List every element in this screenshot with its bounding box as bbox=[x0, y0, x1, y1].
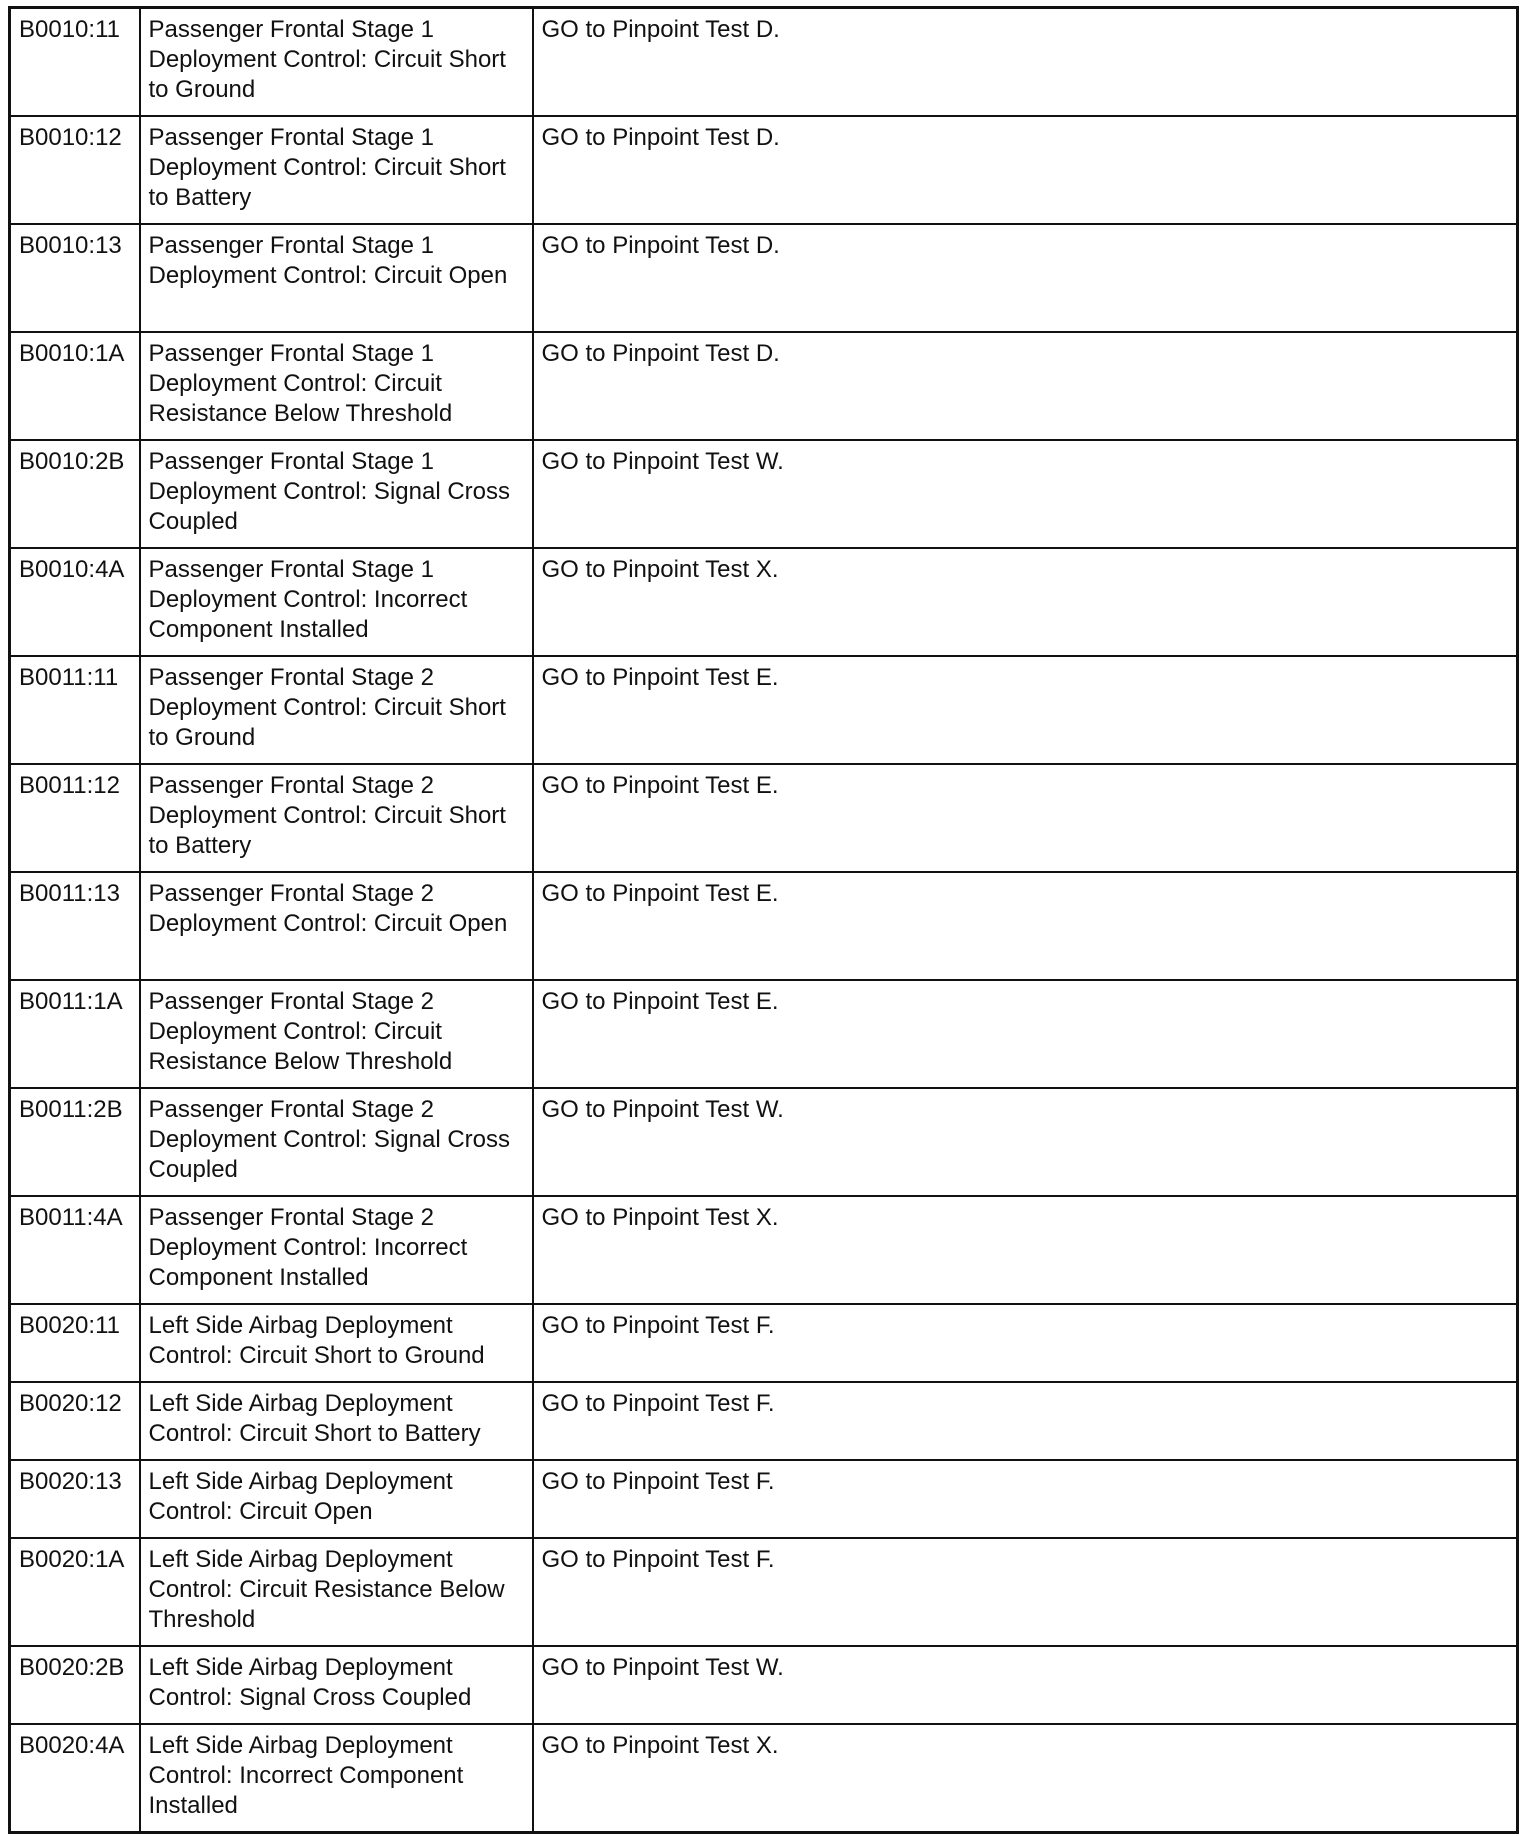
dtc-description: Left Side Airbag Deployment Control: Incorrect Component Installed bbox=[140, 1724, 533, 1833]
dtc-action: GO to Pinpoint Test E. bbox=[533, 656, 1518, 764]
dtc-description: Passenger Frontal Stage 1 Deployment Control: Circuit Short to Ground bbox=[140, 8, 533, 117]
dtc-code: B0020:4A bbox=[10, 1724, 140, 1833]
dtc-code: B0020:11 bbox=[10, 1304, 140, 1382]
dtc-code: B0011:13 bbox=[10, 872, 140, 980]
dtc-code: B0010:11 bbox=[10, 8, 140, 117]
dtc-description: Passenger Frontal Stage 2 Deployment Control: Circuit Resistance Below Threshold bbox=[140, 980, 533, 1088]
dtc-description: Passenger Frontal Stage 2 Deployment Control: Circuit Open bbox=[140, 872, 533, 980]
dtc-description: Passenger Frontal Stage 1 Deployment Control: Incorrect Component Installed bbox=[140, 548, 533, 656]
dtc-action: GO to Pinpoint Test X. bbox=[533, 548, 1518, 656]
dtc-code: B0010:4A bbox=[10, 548, 140, 656]
dtc-description: Passenger Frontal Stage 1 Deployment Control: Circuit Resistance Below Threshold bbox=[140, 332, 533, 440]
table-row bbox=[10, 1382, 1518, 1460]
dtc-description: Left Side Airbag Deployment Control: Circuit Short to Battery bbox=[140, 1382, 533, 1460]
dtc-action: GO to Pinpoint Test W. bbox=[533, 1646, 1518, 1724]
dtc-table bbox=[8, 6, 1519, 1834]
table-row bbox=[10, 8, 1518, 117]
dtc-action: GO to Pinpoint Test D. bbox=[533, 8, 1518, 117]
dtc-code: B0011:1A bbox=[10, 980, 140, 1088]
dtc-action: GO to Pinpoint Test D. bbox=[533, 116, 1518, 224]
dtc-action: GO to Pinpoint Test E. bbox=[533, 980, 1518, 1088]
dtc-action: GO to Pinpoint Test E. bbox=[533, 764, 1518, 872]
dtc-description: Passenger Frontal Stage 2 Deployment Control: Circuit Short to Battery bbox=[140, 764, 533, 872]
dtc-code: B0010:12 bbox=[10, 116, 140, 224]
dtc-description: Passenger Frontal Stage 1 Deployment Control: Circuit Open bbox=[140, 224, 533, 332]
dtc-code: B0010:2B bbox=[10, 440, 140, 548]
table-row bbox=[10, 1646, 1518, 1724]
dtc-description: Left Side Airbag Deployment Control: Signal Cross Coupled bbox=[140, 1646, 533, 1724]
table-row bbox=[10, 872, 1518, 980]
dtc-action: GO to Pinpoint Test F. bbox=[533, 1538, 1518, 1646]
table-row bbox=[10, 1196, 1518, 1304]
dtc-description: Passenger Frontal Stage 2 Deployment Control: Incorrect Component Installed bbox=[140, 1196, 533, 1304]
dtc-code: B0011:12 bbox=[10, 764, 140, 872]
dtc-code: B0011:11 bbox=[10, 656, 140, 764]
dtc-action: GO to Pinpoint Test E. bbox=[533, 872, 1518, 980]
dtc-action: GO to Pinpoint Test D. bbox=[533, 332, 1518, 440]
dtc-action: GO to Pinpoint Test W. bbox=[533, 1088, 1518, 1196]
dtc-action: GO to Pinpoint Test X. bbox=[533, 1724, 1518, 1833]
dtc-description: Passenger Frontal Stage 1 Deployment Control: Signal Cross Coupled bbox=[140, 440, 533, 548]
table-row bbox=[10, 116, 1518, 224]
table-row bbox=[10, 440, 1518, 548]
table-row bbox=[10, 656, 1518, 764]
table-row bbox=[10, 980, 1518, 1088]
table-row bbox=[10, 764, 1518, 872]
dtc-code: B0020:1A bbox=[10, 1538, 140, 1646]
table-row bbox=[10, 548, 1518, 656]
dtc-action: GO to Pinpoint Test D. bbox=[533, 224, 1518, 332]
dtc-action: GO to Pinpoint Test X. bbox=[533, 1196, 1518, 1304]
dtc-code: B0010:13 bbox=[10, 224, 140, 332]
dtc-code: B0020:2B bbox=[10, 1646, 140, 1724]
dtc-action: GO to Pinpoint Test F. bbox=[533, 1304, 1518, 1382]
dtc-description: Passenger Frontal Stage 2 Deployment Control: Circuit Short to Ground bbox=[140, 656, 533, 764]
table-row bbox=[10, 1538, 1518, 1646]
dtc-description: Passenger Frontal Stage 1 Deployment Control: Circuit Short to Battery bbox=[140, 116, 533, 224]
dtc-action: GO to Pinpoint Test F. bbox=[533, 1382, 1518, 1460]
dtc-code: B0020:12 bbox=[10, 1382, 140, 1460]
table-row bbox=[10, 1724, 1518, 1833]
dtc-description: Left Side Airbag Deployment Control: Circuit Resistance Below Threshold bbox=[140, 1538, 533, 1646]
dtc-code: B0011:4A bbox=[10, 1196, 140, 1304]
table-row bbox=[10, 1460, 1518, 1538]
table-row bbox=[10, 224, 1518, 332]
dtc-description: Left Side Airbag Deployment Control: Circuit Open bbox=[140, 1460, 533, 1538]
dtc-code: B0020:13 bbox=[10, 1460, 140, 1538]
table-row bbox=[10, 332, 1518, 440]
dtc-code: B0010:1A bbox=[10, 332, 140, 440]
table-row bbox=[10, 1304, 1518, 1382]
dtc-description: Passenger Frontal Stage 2 Deployment Control: Signal Cross Coupled bbox=[140, 1088, 533, 1196]
dtc-action: GO to Pinpoint Test W. bbox=[533, 440, 1518, 548]
document-page bbox=[8, 6, 1516, 1834]
dtc-action: GO to Pinpoint Test F. bbox=[533, 1460, 1518, 1538]
dtc-code: B0011:2B bbox=[10, 1088, 140, 1196]
table-row bbox=[10, 1088, 1518, 1196]
dtc-description: Left Side Airbag Deployment Control: Circuit Short to Ground bbox=[140, 1304, 533, 1382]
